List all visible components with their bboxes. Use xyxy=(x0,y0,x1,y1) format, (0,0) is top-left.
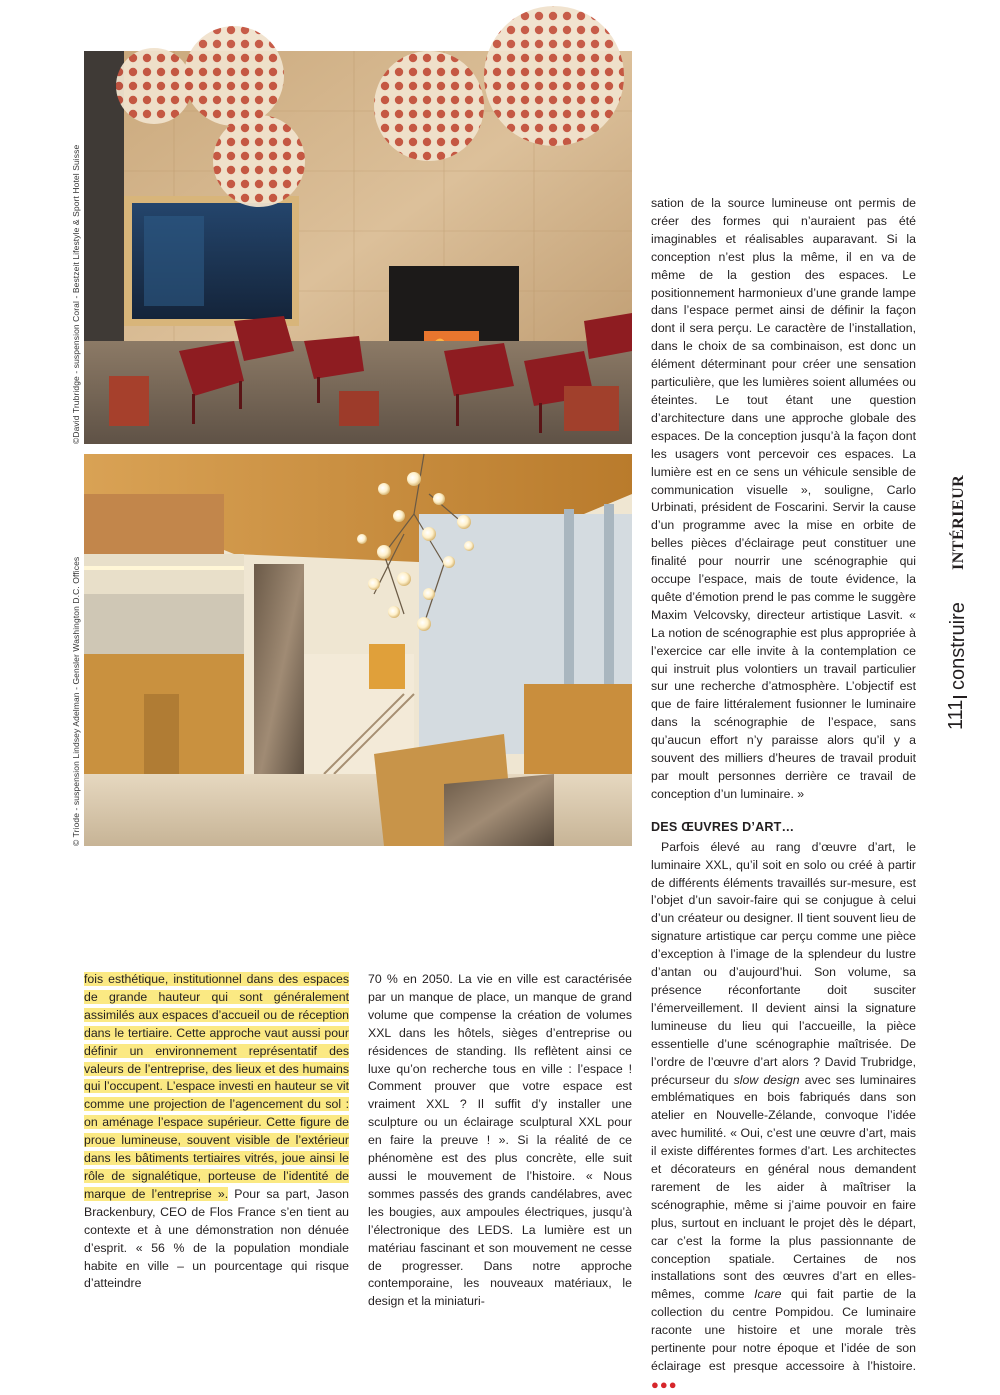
page-number: 111 xyxy=(945,699,967,730)
section-subheading: DES ŒUVRES D’ART… xyxy=(651,819,795,834)
office-atrium-photo xyxy=(84,454,632,846)
article-paragraph xyxy=(651,839,916,1395)
magazine-name: INTÉRIEUR xyxy=(950,474,967,570)
article-column-left xyxy=(84,971,349,1293)
hotel-lounge-photo xyxy=(84,51,632,444)
article-column-middle xyxy=(368,971,632,1311)
end-of-article-mark: ●●● xyxy=(651,1376,678,1392)
hotel-lounge-illustration xyxy=(84,51,632,444)
article-paragraph xyxy=(84,971,349,1293)
text-run: Parfois élevé au rang d’œuvre d’art, le luminaire XXL, qu’il soit en solo ou créé à partir de différents éléments travaillés sur-mesure, est l’objet d’un savoir-faire qui se conjugue à celui d’un créateur ou designer. Il tient souvent lieu de signature artistique car perçu comme une pièce d’exception à l’image de la splendeur du lustre d’antan ou d’aujourd’hui. Son volume, sa présence réconfortante doit susciter l’émerveillement. Il devient ainsi la signature lumineuse du lieu qui l’accueille, la pièce essentielle d’une scénographie maîtrisée. De l’ordre de l’œuvre d’art alors ? David Trubridge, précurseur du xyxy=(651,839,916,1087)
section-name: construire xyxy=(947,602,969,690)
photo-credit-bottom: © Triode - suspension Lindsey Adelman - Gensler Washington D.C. Offices xyxy=(71,556,81,846)
emphasis-text: slow design xyxy=(733,1072,800,1087)
text-run: avec ses luminaires emblématiques en bois fabriqués dans son atelier en Nouvelle-Zélande, convoque l’idée avec humilité. « Oui, c’est une œuvre d’art, mais il existe différentes formes d’art. Les architectes et décorateurs en général nous demandent rarement de les aider à maîtriser la scénographie, même si j’aime pouvoir en faire plus, surtout en incluant le projet dès le départ, car c’est la forme la plus passionnante de conception spatiale. Certaines de nos installations sont des œuvres d’art en elles-mêmes, comme xyxy=(651,1072,916,1302)
office-atrium-illustration xyxy=(84,454,632,846)
photo-credit-top: ©David Trubridge - suspension Coral - Bestzeit Lifestyle & Sport Hotel Suisse xyxy=(71,144,81,444)
text-run: Pour sa part, Jason Brackenbury, CEO de Flos France s’en tient au contexte et à une démonstration non dénuée d’esprit. « 56 % de la population mondiale habite en ville – un pourcentage qui risque d’atteindre xyxy=(84,1186,349,1291)
emphasis-text: Icare xyxy=(754,1287,782,1302)
page-divider xyxy=(953,696,967,698)
article-column-right xyxy=(651,195,916,1395)
text-run: qui fait partie de la collection du centre Pompidou. Ce luminaire raconte une histoire et une morale très pertinente pour notre époque et l’idée de son éclairage est presque accessoire à l’histoire. xyxy=(651,1287,916,1373)
article-paragraph: sation de la source lumineuse ont permis de créer des formes qui n’auraient pas été imaginables et réalisables auparavant. Si la conception n’est plus la même, il en va de même de la gestion des espaces. Le positionnement harmonieux d’une grande lampe dans l’espace permet ainsi de définir la façon dont il sera perçu. Le caractère de l’installation, dans le choix de sa combinaison, est donc un élément déterminant pour créer une sensation particulière, que les lumières soient allumées ou éteintes. Le tout étant une question d’architecture dans une approche globale des espaces. De la conception jusqu’à la façon dont les usagers vont percevoir ces espaces. La lumière est en ce sens un véhicule sensible de communication visuelle », souligne, Carlo Urbinati, président de Foscarini. Servir la cause d’un programme avec la mise en orbite de belles pièces d’éclairage peut constituer une finalité pour nourrir une scénographie qui occupe l’espace, mais de toute évidence, la quête d’émotion prend le pas comme le suggère Maxim Velcovsky, directeur artistique Lasvit. « La notion de scénographie est plus appropriée à l’exercice car elle invite à la contemplation ce qui instruit plus volontiers un travail particulier sur une recherche d’atmosphère. L’objectif est que de faire littéralement fusionner le luminaire dans la scénographie de l’espace, sans qu’aucun effort n’y paraisse alors qu’il y a souvent des milliers d’heures de travail produit par moult personnes derrière ce travail de conception d’un luminaire. » xyxy=(651,196,916,801)
article-paragraph: 70 % en 2050. La vie en ville est caractérisée par un manque de place, un manque de grand volume que compense la création de volumes XXL dans les hôtels, sièges d’entreprise ou résidences de standing. Ils reflètent ainsi ce luxe qu’on recherche tous en ville : l’espace ! Comment prouver que votre espace est vraiment XXL ? Il suffit d’y installer une sculpture ou un éclairage sculptural XXL pour en faire la preuve ! ». Si la réalité de ce phénomène est des plus concrète, elle suit aussi le mouvement de l’histoire. « Nous sommes passés des grands candélabres, avec les bougies, aux ampoules électriques, jusqu’à l’électronique des LEDS. La lumière est un matériau fascinant et son mouvement ne cesse de progresser. Dans notre approche contemporaine, les nouveaux matériaux, le design et la miniaturi- xyxy=(368,972,632,1309)
highlighted-quote: fois esthétique, institutionnel dans des espaces de grande hauteur qui sont généralement assimilés aux espaces d’accueil ou de réception dans le tertiaire. Cette approche vaut aussi pour définir un environnement représentatif des valeurs de l’entreprise, des lieux et des humains qui l’occupent. L’espace investi en hauteur se vit comme une projection de l’agencement du sol : on aménage l’espace supérieur. Cette figure de proue lumineuse, souvent visible de l’extérieur dans les bâtiments tertiaires vitrés, joue ainsi le rôle de signalétique, porteuse de l’identité de marque de l’entreprise ». xyxy=(84,972,349,1201)
